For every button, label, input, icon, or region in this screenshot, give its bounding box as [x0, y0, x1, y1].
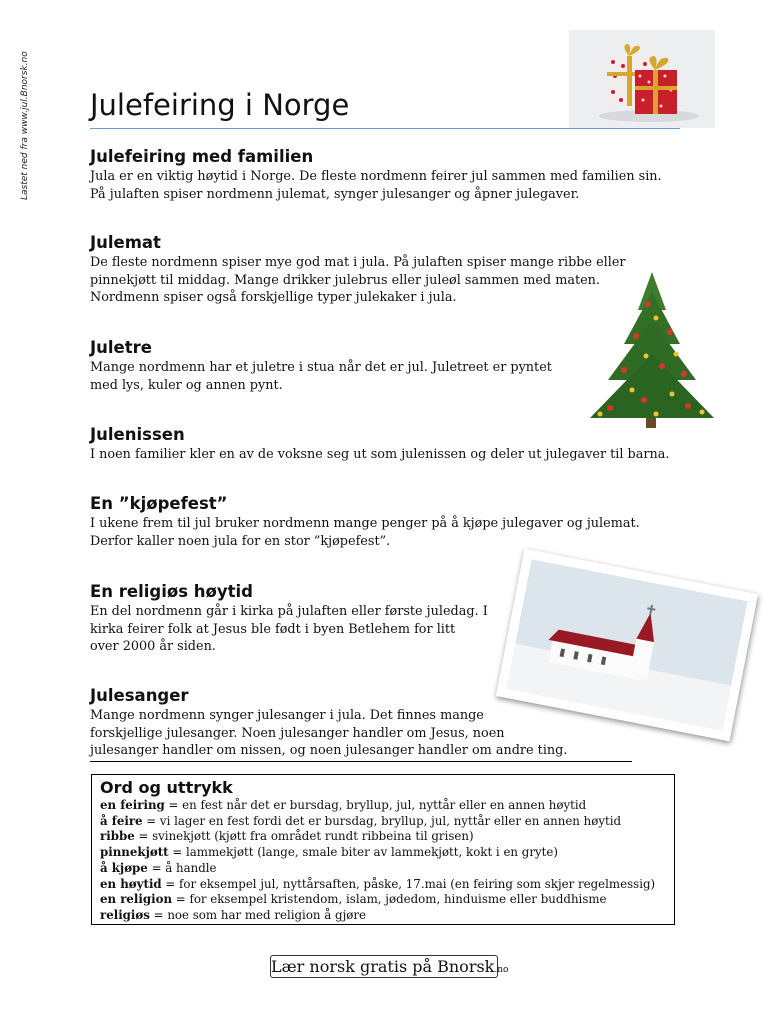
christmas-tree-image — [584, 270, 720, 435]
text-line: De fleste nordmenn spiser mye god mat i jula. På julaften spiser mange ribbe eller — [90, 255, 626, 270]
glossary-term: en feiring — [100, 798, 165, 812]
section-text — [90, 446, 680, 464]
text-line: En del nordmenn går i kirka på julaften eller første juledag. I — [90, 604, 488, 619]
glossary-item — [100, 908, 666, 924]
text-line: pinnekjøtt til middag. Mange drikker julebrus eller juleøl sammen med maten. — [90, 272, 600, 288]
glossary-term: å feire — [100, 813, 143, 828]
text-line: Derfor kaller noen jula for en stor ”kjøpefest”. — [90, 533, 391, 549]
glossary-item — [100, 798, 666, 814]
text-line: Jula er en viktig høytid i Norge. De fleste nordmenn feirer jul sammen med familien sin. — [90, 169, 662, 184]
footer-text: Lær norsk gratis på Bnorsk — [271, 957, 495, 976]
section-heading: En ”kjøpefest” — [90, 494, 228, 513]
section-shopping — [90, 494, 680, 550]
glossary-definition: = lammekjøtt (lange, smale biter av lammekjøtt, kokt i en gryte) — [168, 845, 558, 860]
text-line: forskjellige julesanger. Noen julesanger handler om Jesus, noen — [90, 725, 505, 741]
glossary-term: ribbe — [100, 829, 135, 844]
text-line: over 2000 år siden. — [90, 639, 216, 654]
section-heading: Julemat — [90, 233, 161, 252]
text-line: Nordmenn spiser også forskjellige typer julekaker i jula. — [90, 290, 457, 305]
text-line: kirka feirer folk at Jesus ble født i byen Betlehem for litt — [90, 621, 456, 637]
text-line: julesanger handler om nissen, og noen julesanger handler om andre ting. — [90, 743, 568, 758]
glossary-item — [100, 861, 666, 877]
glossary-term: en religion — [100, 892, 173, 907]
glossary-term: pinnekjøtt — [100, 845, 169, 860]
glossary-term: å kjøpe — [100, 860, 148, 875]
section-heading: Juletre — [90, 338, 152, 357]
glossary-item — [100, 877, 666, 893]
text-line: I noen familier kler en av de voksne seg ut som julenissen og deler ut julegaver til barna. — [90, 447, 670, 462]
text-line: Mange nordmenn synger julesanger i jula. Det finnes mange — [90, 708, 484, 723]
section-text — [90, 168, 680, 203]
glossary-definition: = for eksempel jul, nyttårsaften, påske, 17.mai (en feiring som skjer regelmessig) — [161, 876, 656, 891]
footer-brand-link[interactable] — [270, 955, 509, 978]
glossary-definition: = noe som har med religion å gjøre — [149, 907, 366, 922]
gift-boxes-image — [569, 30, 715, 128]
download-source-text: Lastet ned fra www.jul.Bnorsk.no — [20, 51, 30, 200]
section-heading: Julesanger — [90, 686, 189, 705]
section-family — [90, 147, 680, 203]
download-source-note — [20, 40, 62, 200]
glossary-term: religiøs — [100, 907, 150, 922]
glossary-item — [100, 892, 666, 908]
section-heading: En religiøs høytid — [90, 582, 253, 601]
glossary-definition: = en fest når det er bursdag, bryllup, jul, nyttår eller en annen høytid — [164, 798, 587, 812]
text-line: med lys, kuler og annen pynt. — [90, 377, 283, 393]
glossary-definition: = for eksempel kristendom, islam, jødedom, hinduisme eller buddhisme — [172, 892, 607, 907]
glossary-definition: = å handle — [147, 860, 217, 875]
glossary-definition: = svinekjøtt (kjøtt fra området rundt ribbeina til grisen) — [134, 829, 474, 844]
glossary-term: en høytid — [100, 876, 162, 891]
text-line: Mange nordmenn har et juletre i stua når det er jul. Juletreet er pyntet — [90, 360, 552, 375]
section-divider — [90, 761, 632, 762]
section-text — [90, 515, 680, 550]
glossary-item — [100, 829, 666, 845]
glossary-box — [91, 774, 675, 925]
text-line: I ukene frem til jul bruker nordmenn mange penger på å kjøpe julegaver og julemat. — [90, 516, 640, 531]
glossary-item — [100, 845, 666, 861]
footer-domain: .no — [494, 965, 509, 975]
title-underline — [90, 128, 680, 129]
section-heading: Julenissen — [90, 425, 185, 444]
glossary-heading: Ord og uttrykk — [100, 778, 233, 797]
section-text — [90, 707, 680, 760]
text-line: På julaften spiser nordmenn julemat, synger julesanger og åpner julegaver. — [90, 186, 580, 202]
section-heading: Julefeiring med familien — [90, 147, 314, 166]
glossary-item — [100, 814, 666, 830]
page-title: Julefeiring i Norge — [90, 88, 350, 122]
glossary-definition: = vi lager en fest fordi det er bursdag, bryllup, jul, nyttår eller en annen høytid — [142, 813, 622, 828]
